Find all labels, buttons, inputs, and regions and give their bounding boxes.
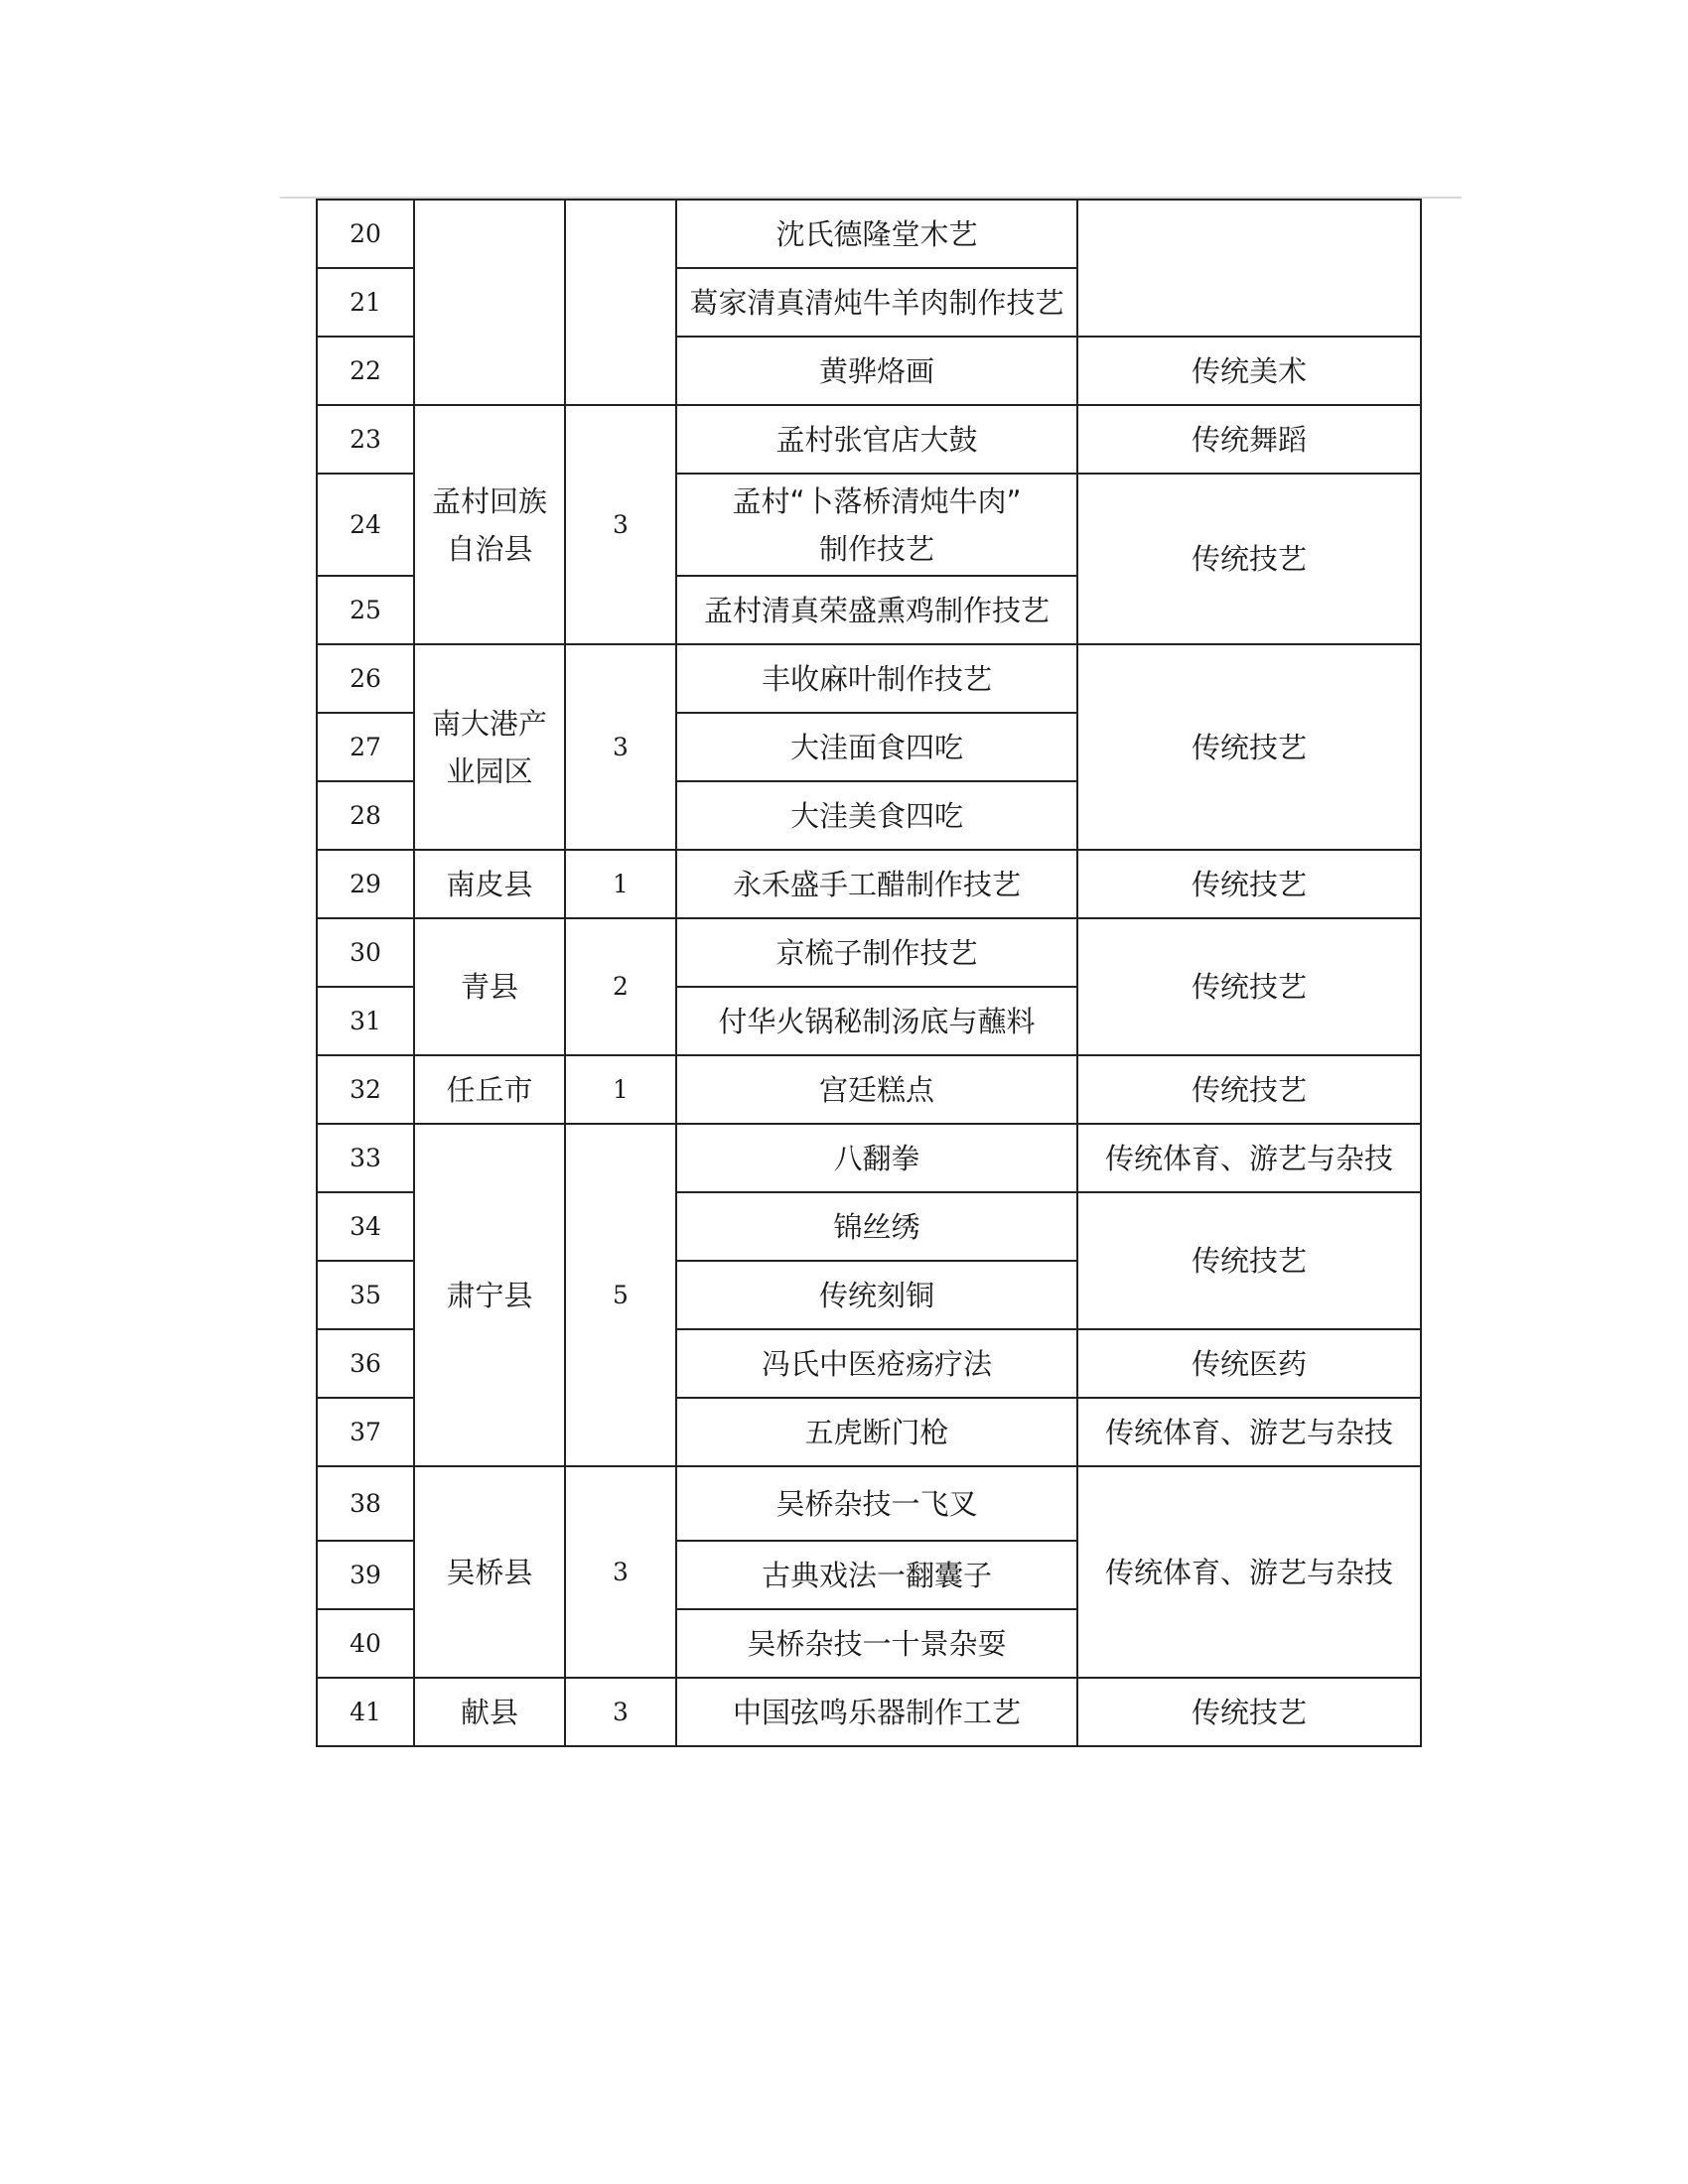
region-name: 献县 bbox=[414, 1678, 565, 1746]
project-count: 3 bbox=[565, 1678, 676, 1746]
region-name: 南皮县 bbox=[414, 850, 565, 918]
project-count: 2 bbox=[565, 918, 676, 1055]
project-count: 1 bbox=[565, 850, 676, 918]
project-name: 五虎断门枪 bbox=[676, 1398, 1077, 1466]
project-name: 锦丝绣 bbox=[676, 1192, 1077, 1261]
row-number: 40 bbox=[317, 1609, 414, 1678]
project-count: 3 bbox=[565, 644, 676, 850]
table-row bbox=[317, 644, 1421, 713]
project-count: 5 bbox=[565, 1124, 676, 1466]
category-name: 传统体育、游艺与杂技 bbox=[1077, 1466, 1421, 1678]
table-row bbox=[317, 850, 1421, 918]
row-number: 36 bbox=[317, 1329, 414, 1398]
project-line: 孟村“卜落桥清炖牛肉” bbox=[732, 483, 1022, 518]
region-name bbox=[414, 644, 565, 850]
project-name: 永禾盛手工醋制作技艺 bbox=[676, 850, 1077, 918]
region-name: 肃宁县 bbox=[414, 1124, 565, 1466]
category-name: 传统美术 bbox=[1077, 337, 1421, 405]
project-name: 八翻拳 bbox=[676, 1124, 1077, 1192]
project-name: 宫廷糕点 bbox=[676, 1055, 1077, 1124]
category-name: 传统体育、游艺与杂技 bbox=[1077, 1124, 1421, 1192]
category-name: 传统技艺 bbox=[1077, 850, 1421, 918]
table-row bbox=[317, 1055, 1421, 1124]
category-name: 传统技艺 bbox=[1077, 1192, 1421, 1329]
region-name: 任丘市 bbox=[414, 1055, 565, 1124]
table-row bbox=[317, 200, 1421, 268]
project-name: 葛家清真清炖牛羊肉制作技艺 bbox=[676, 268, 1077, 337]
table-row bbox=[317, 1678, 1421, 1746]
region-line: 自治县 bbox=[446, 531, 533, 566]
row-number: 23 bbox=[317, 405, 414, 474]
region-name bbox=[414, 405, 565, 644]
project-name: 黄骅烙画 bbox=[676, 337, 1077, 405]
project-name: 孟村清真荣盛熏鸡制作技艺 bbox=[676, 576, 1077, 644]
row-number: 41 bbox=[317, 1678, 414, 1746]
category-name: 传统体育、游艺与杂技 bbox=[1077, 1398, 1421, 1466]
project-name: 付华火锅秘制汤底与蘸料 bbox=[676, 987, 1077, 1055]
category-name: 传统技艺 bbox=[1077, 644, 1421, 850]
row-number: 30 bbox=[317, 918, 414, 987]
project-name: 孟村张官店大鼓 bbox=[676, 405, 1077, 474]
project-name: 中国弦鸣乐器制作工艺 bbox=[676, 1678, 1077, 1746]
region-line: 业园区 bbox=[446, 753, 533, 788]
row-number: 20 bbox=[317, 200, 414, 268]
row-number: 37 bbox=[317, 1398, 414, 1466]
region-line: 孟村回族 bbox=[431, 483, 547, 518]
row-number: 25 bbox=[317, 576, 414, 644]
row-number: 35 bbox=[317, 1261, 414, 1329]
project-name: 吴桥杂技一飞叉 bbox=[676, 1466, 1077, 1541]
row-number: 38 bbox=[317, 1466, 414, 1541]
table-row bbox=[317, 918, 1421, 987]
row-number: 34 bbox=[317, 1192, 414, 1261]
project-count: 3 bbox=[565, 405, 676, 644]
project-name: 冯氏中医疮疡疗法 bbox=[676, 1329, 1077, 1398]
row-number: 26 bbox=[317, 644, 414, 713]
region-name: 吴桥县 bbox=[414, 1466, 565, 1678]
project-count: 1 bbox=[565, 1055, 676, 1124]
category-cell-empty bbox=[1077, 200, 1421, 337]
region-cell-empty bbox=[414, 200, 565, 405]
project-line: 制作技艺 bbox=[818, 531, 934, 566]
category-name: 传统技艺 bbox=[1077, 474, 1421, 644]
project-name: 古典戏法一翻囊子 bbox=[676, 1541, 1077, 1609]
row-number: 28 bbox=[317, 781, 414, 850]
table-row bbox=[317, 1124, 1421, 1192]
row-number: 33 bbox=[317, 1124, 414, 1192]
row-number: 21 bbox=[317, 268, 414, 337]
category-name: 传统舞蹈 bbox=[1077, 405, 1421, 474]
heritage-table bbox=[316, 199, 1422, 1747]
project-name: 京梳子制作技艺 bbox=[676, 918, 1077, 987]
project-count: 3 bbox=[565, 1466, 676, 1678]
table-row bbox=[317, 405, 1421, 474]
project-name: 传统刻铜 bbox=[676, 1261, 1077, 1329]
row-number: 24 bbox=[317, 474, 414, 576]
category-name: 传统技艺 bbox=[1077, 1678, 1421, 1746]
project-name: 丰收麻叶制作技艺 bbox=[676, 644, 1077, 713]
project-name: 吴桥杂技一十景杂耍 bbox=[676, 1609, 1077, 1678]
project-name bbox=[676, 474, 1077, 576]
category-name: 传统技艺 bbox=[1077, 1055, 1421, 1124]
table-row bbox=[317, 1466, 1421, 1541]
project-name: 大洼面食四吃 bbox=[676, 713, 1077, 781]
region-name: 青县 bbox=[414, 918, 565, 1055]
count-cell-empty bbox=[565, 200, 676, 405]
row-number: 31 bbox=[317, 987, 414, 1055]
row-number: 29 bbox=[317, 850, 414, 918]
project-name: 沈氏德隆堂木艺 bbox=[676, 200, 1077, 268]
row-number: 27 bbox=[317, 713, 414, 781]
region-line: 南大港产 bbox=[431, 706, 547, 741]
row-number: 39 bbox=[317, 1541, 414, 1609]
row-number: 22 bbox=[317, 337, 414, 405]
category-name: 传统医药 bbox=[1077, 1329, 1421, 1398]
project-name: 大洼美食四吃 bbox=[676, 781, 1077, 850]
category-name: 传统技艺 bbox=[1077, 918, 1421, 1055]
row-number: 32 bbox=[317, 1055, 414, 1124]
